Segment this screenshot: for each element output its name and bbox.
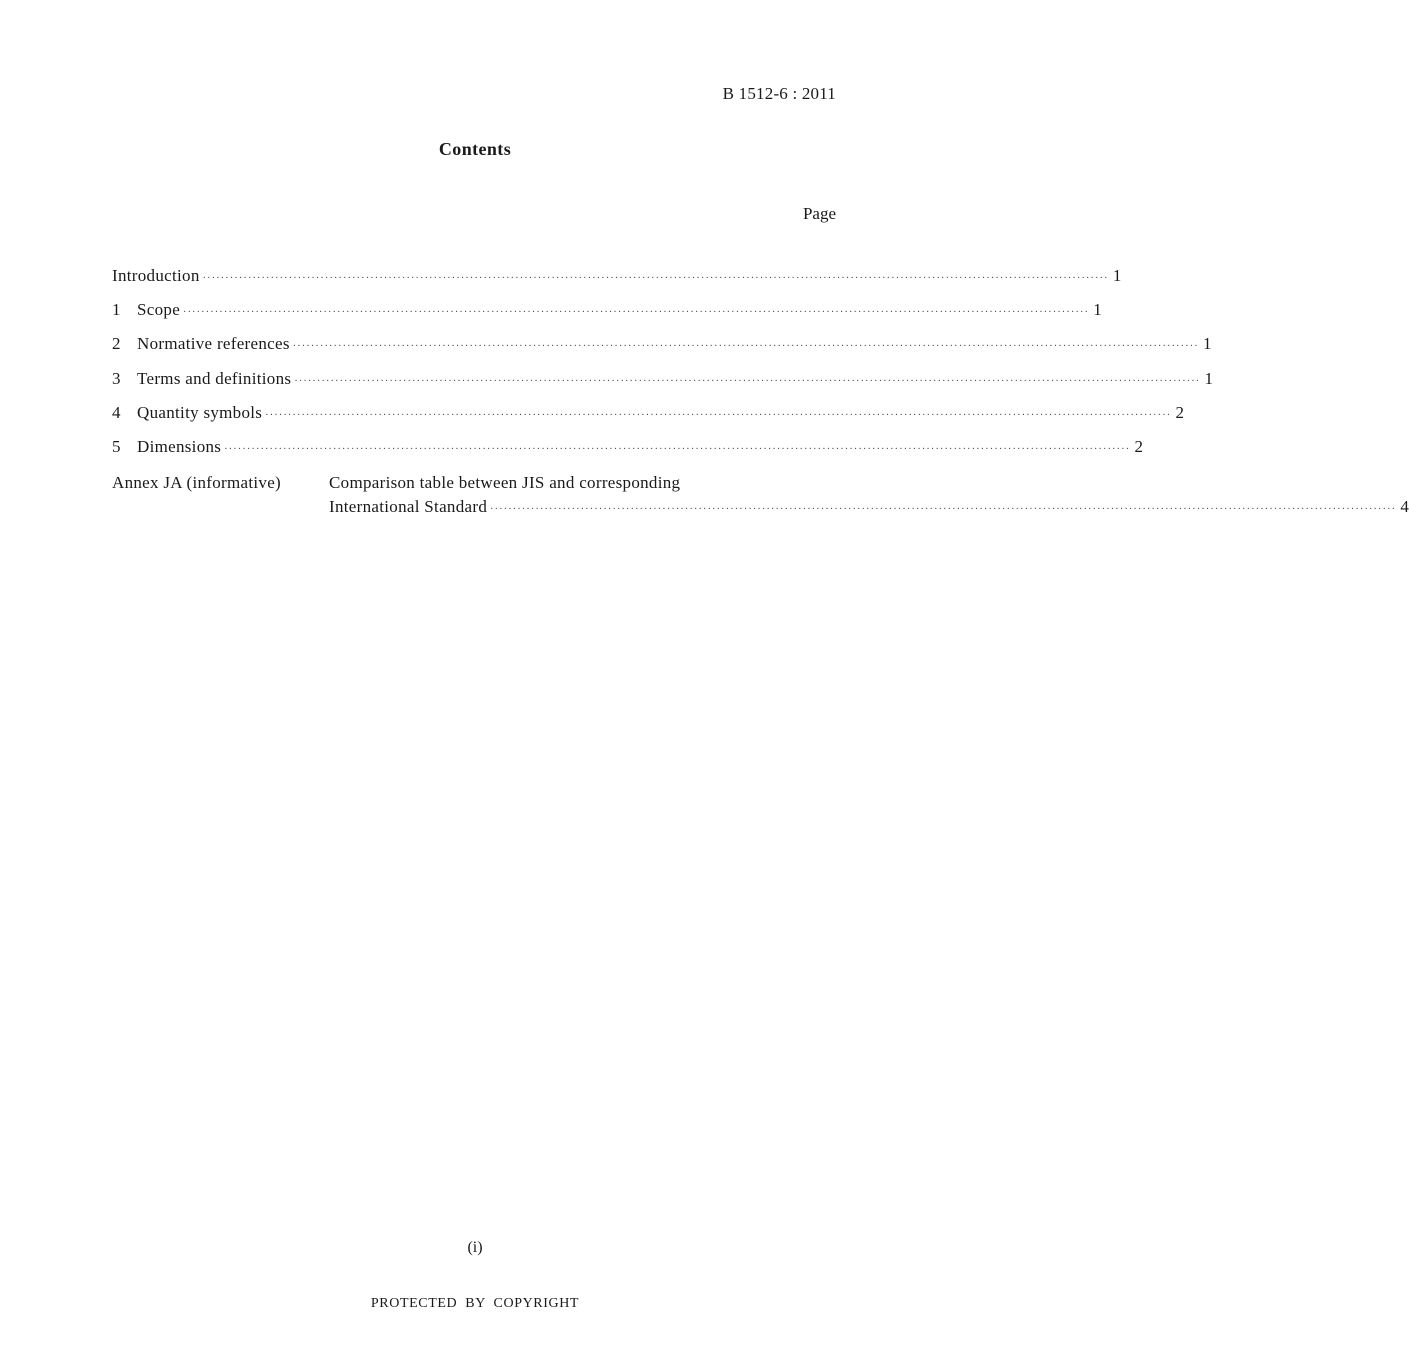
- toc-entry-page: 1: [1093, 300, 1103, 320]
- toc-entry-scope[interactable]: [112, 300, 1103, 334]
- annex-title-block: [329, 471, 1409, 522]
- dot-leader: ········································································································································································································: [294, 375, 1201, 387]
- dot-leader: ········································································································································································································: [490, 504, 1397, 516]
- contents-heading: Contents: [438, 139, 512, 159]
- toc-entry-introduction[interactable]: [112, 266, 1122, 300]
- toc-entry-title: Scope: [137, 300, 181, 320]
- annex-label: Annex JA (informative): [112, 473, 282, 493]
- toc-entry-title: Quantity symbols: [137, 402, 263, 422]
- document-number: B 1512-6 : 2011: [722, 84, 836, 103]
- toc-entry-page: 2: [1134, 436, 1144, 456]
- dot-leader: ········································································································································································································: [265, 409, 1172, 421]
- toc-entry-page: 1: [1112, 266, 1122, 285]
- toc-entry-number: 1: [112, 300, 121, 320]
- toc-entry-page: 1: [1204, 368, 1214, 388]
- toc-entry-title: Dimensions: [137, 436, 222, 456]
- toc-entry-page: 1: [1202, 334, 1212, 354]
- toc-entry-number: 3: [112, 368, 121, 388]
- toc-entry-number: 2: [112, 334, 121, 354]
- dot-leader: ········································································································································································································: [292, 341, 1199, 353]
- annex-page: 4: [1400, 497, 1409, 517]
- page-folio: (i): [467, 1239, 483, 1256]
- toc-entry-title: Introduction: [112, 266, 200, 285]
- toc-entry-quantity-symbols[interactable]: [112, 402, 1185, 437]
- toc-entry-terms-and-definitions[interactable]: [112, 368, 1214, 403]
- dot-leader: ········································································································································································································: [224, 443, 1131, 455]
- toc-entry-annex-ja[interactable]: [112, 471, 1409, 522]
- toc-entry-normative-references[interactable]: [112, 334, 1212, 368]
- toc-entry-title: Terms and definitions: [137, 368, 292, 388]
- toc-entry-title: Normative references: [137, 334, 290, 354]
- copyright-notice: PROTECTED BY COPYRIGHT: [370, 1296, 580, 1311]
- toc-entry-dimensions[interactable]: [112, 436, 1144, 471]
- annex-title-line-1: Comparison table between JIS and corresponding: [329, 473, 681, 493]
- toc-entry-number: 4: [112, 402, 121, 422]
- dot-leader: ········································································································································································································: [202, 273, 1109, 284]
- annex-title-line-2: International Standard: [329, 497, 488, 517]
- dot-leader: ········································································································································································································: [183, 307, 1090, 319]
- toc-entry-number: 5: [112, 436, 121, 456]
- page-column-label: Page: [802, 204, 836, 223]
- annex-title-line-2-row: [329, 495, 1409, 522]
- toc-entry-page: 2: [1175, 402, 1185, 422]
- table-of-contents: [112, 266, 1409, 522]
